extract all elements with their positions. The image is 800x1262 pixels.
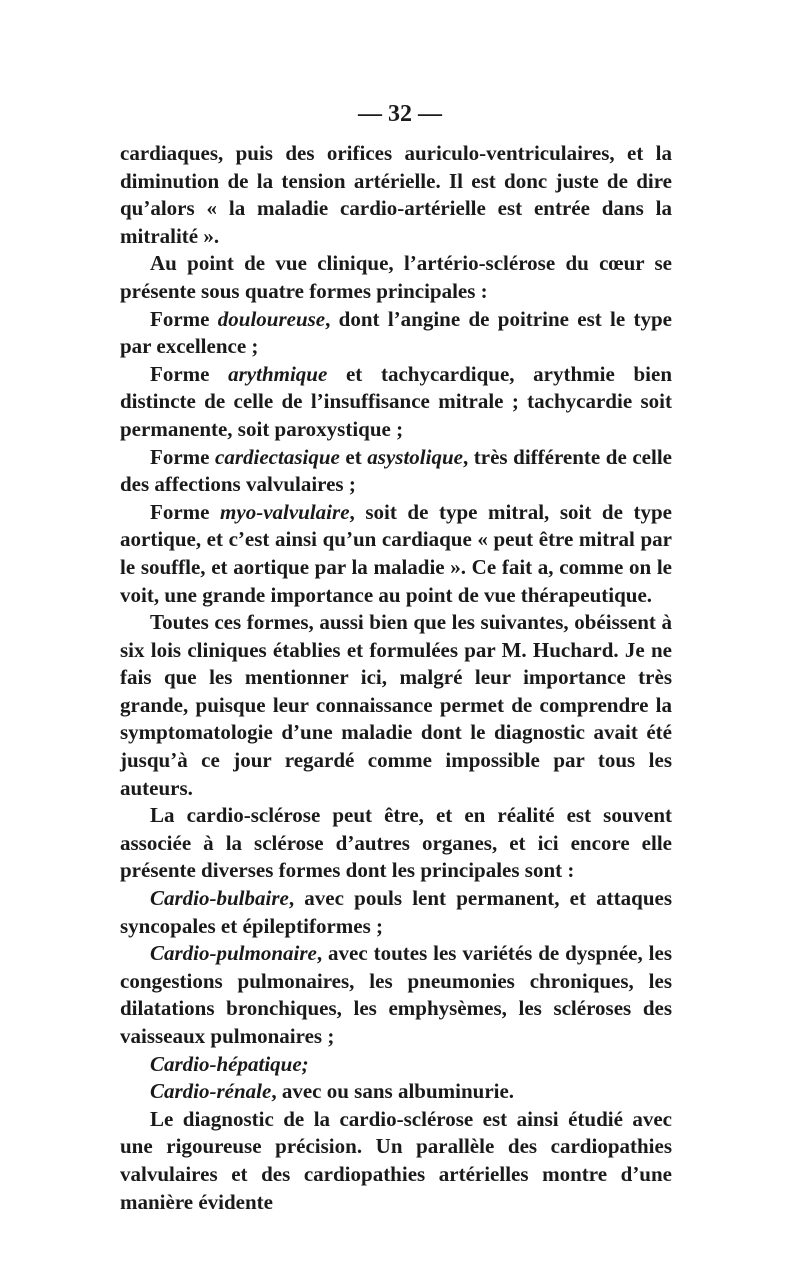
paragraph xyxy=(120,499,672,609)
paragraph xyxy=(120,1106,672,1216)
italic-term: myo-valvulaire xyxy=(220,499,350,524)
paragraph xyxy=(120,609,672,802)
italic-term: Cardio-hépatique; xyxy=(150,1051,309,1076)
paragraph xyxy=(120,940,672,1050)
text-run: , avec pouls lent permanent, et attaques syncopales et épileptiformes ; xyxy=(120,886,672,938)
italic-term: Cardio-pulmonaire xyxy=(150,941,317,966)
text-run: , soit de type mitral, soit de type aortique, et c’est ainsi qu’un cardiaque « peut être mitral par le souffle, et aortique par la maladie ». Ce fait a, comme on le voit, une grande importance au point de vue thérapeutique. xyxy=(120,499,672,607)
text-run: Forme xyxy=(150,444,216,469)
paragraph xyxy=(120,140,672,250)
text-run: Au point de vue clinique, l’artério-sclérose du cœur se présente sous quatre formes principales : xyxy=(120,251,672,303)
paragraph xyxy=(120,1078,672,1106)
paragraph xyxy=(120,306,672,361)
text-run: et xyxy=(339,444,368,469)
text-run: Forme xyxy=(150,361,229,386)
paragraph xyxy=(120,802,672,885)
italic-term: asystolique xyxy=(367,444,463,469)
text-run: Forme xyxy=(150,499,221,524)
text-run: Forme xyxy=(150,306,218,331)
italic-term: cardiectasique xyxy=(215,444,340,469)
text-run: , avec toutes les variétés de dyspnée, les congestions pulmonaires, les pneumonies chroniques, les dilatations bronchiques, les emphysèmes, les scléroses des vaisseaux pulmonaires ; xyxy=(120,941,672,1048)
text-run: La cardio-sclérose peut être, et en réalité est souvent associée à la sclérose d’autres organes, et ici encore elle présente diverses formes dont les principales sont : xyxy=(120,803,672,883)
page-number: — 32 — xyxy=(358,101,442,127)
text-run: Le diagnostic de la cardio-sclérose est ainsi étudié avec une rigoureuse précision. Un parallèle des cardiopathies valvulaires et des cardiopathies artérielles montre d’une manière évidente xyxy=(120,1106,672,1214)
paragraph xyxy=(120,444,672,499)
text-body xyxy=(120,140,672,1216)
text-run: , avec ou sans albuminurie. xyxy=(271,1079,515,1104)
paragraph xyxy=(120,885,672,940)
italic-term: arythmique xyxy=(228,361,328,386)
paragraph xyxy=(120,361,672,444)
italic-term: douloureuse xyxy=(217,306,326,331)
text-run: et tachycardique, arythmie bien distincte de celle de l’insuffisance mitrale ; tachycardie soit permanente, soit paroxystique ; xyxy=(120,361,672,441)
text-run: Toutes ces formes, aussi bien que les suivantes, obéissent à six lois cliniques établies et formulées par M. Huchard. Je ne fais que les mentionner ici, malgré leur importance très grande, puisque leur connaissance permet de comprendre la symptomatologie d’une maladie dont le diagnostic avait été jusqu’à ce jour regardé comme impossible par tous les auteurs. xyxy=(120,610,672,800)
paragraph xyxy=(120,1051,672,1079)
text-run: , très différente de celle des affections valvulaires ; xyxy=(120,444,672,497)
text-run: cardiaques, puis des orifices auriculo-ventriculaires, et la diminution de la tension artérielle. Il est donc juste de dire qu’alors « la maladie cardio-artérielle est entrée dans la mitralité ». xyxy=(120,141,672,248)
text-run: , dont l’angine de poitrine est le type par excellence ; xyxy=(120,306,672,359)
italic-term: Cardio-rénale xyxy=(150,1079,272,1104)
italic-term: Cardio-bulbaire xyxy=(150,886,289,911)
paragraph xyxy=(120,250,672,305)
